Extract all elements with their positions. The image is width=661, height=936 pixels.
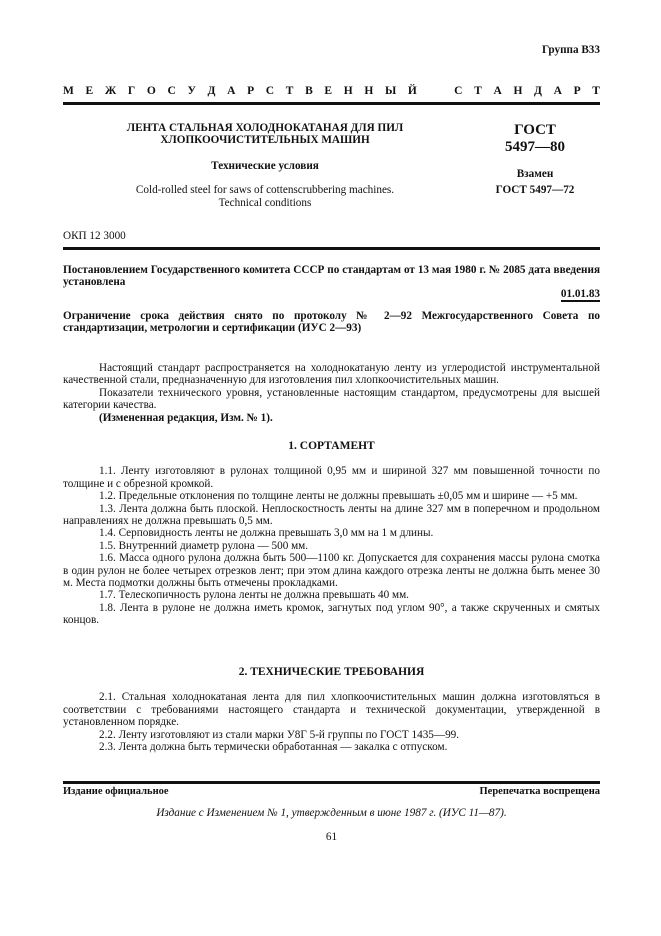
header-letter: Н [364, 85, 374, 97]
header-letter: Т [474, 85, 482, 97]
header-letter: Г [127, 85, 136, 97]
header-letter: Р [247, 85, 255, 97]
intro-paragraph: Настоящий стандарт распространяется на холоднокатаную ленту из углеродистой инструментальной качественной стали, предназначенную для изготовления пил хлопкоочистительных машин. [63, 362, 600, 387]
clause: 1.1. Ленту изготовляют в рулонах толщиной 0,95 мм и шириной 327 мм повышенной точности по толщине и с обрезной кромкой. [63, 465, 600, 490]
title-block [100, 122, 430, 209]
clause: 1.8. Лента в рулоне не должна иметь кромок, загнутых под углом 90°, а также скрученных и смятых концов. [63, 601, 600, 627]
group-code: Группа В33 [541, 44, 600, 56]
replaces-label: Взамен [516, 168, 554, 180]
clause: 2.1. Стальная холоднокатаная лента для пил хлопкоочистительных машин должна изготовляться в соответствии с требованиями настоящего стандарта и технической документации, утвержденной в установленном порядке. [63, 691, 600, 729]
clause: 1.7. Телескопичность рулона ленты не должна превышать 40 мм. [99, 589, 409, 602]
section-heading: 2. ТЕХНИЧЕСКИЕ ТРЕБОВАНИЯ [238, 666, 425, 678]
title-line-2: ХЛОПКООЧИСТИТЕЛЬНЫХ МАШИН [160, 134, 370, 147]
header-letter: В [305, 85, 313, 97]
decree-paragraph: Постановлением Государственного комитета СССР по стандартам от 13 мая 1980 г. № 2085 дата введения установлена [63, 264, 600, 289]
header-letter: Д [534, 85, 542, 97]
gost-block [480, 122, 590, 197]
okp-code: ОКП 12 3000 [63, 230, 126, 242]
english-title-1: Cold-rolled steel for saws of cottenscrubbering machines. [135, 184, 395, 197]
replaces-gost: ГОСТ 5497—72 [495, 184, 575, 197]
subtitle: Технические условия [211, 159, 319, 172]
clause: 1.5. Внутренний диаметр рулона — 500 мм. [99, 539, 309, 552]
header-letter: Т [592, 85, 600, 97]
gost-number: 5497—80 [505, 139, 565, 155]
clause: 1.6. Масса одного рулона должна быть 500—1100 кг. Допускается для сохранения массы рулона смотка в один рулон не более четырех отрезков лент; при этом длина каждого отрезка ленты не должна быть менее 30 м. Места подмотки должны быть отмечены прокладками. [63, 552, 600, 590]
section-2 [63, 666, 600, 753]
title-line-1: ЛЕНТА СТАЛЬНАЯ ХОЛОДНОКАТАНАЯ ДЛЯ ПИЛ [126, 122, 404, 134]
header-letter: А [227, 85, 236, 97]
limitation-text [63, 310, 600, 335]
limitation-paragraph: Ограничение срока действия снято по протоколу № 2—92 Межгосударственного Совета по стандартизации, метрологии и сертификации (ИУС 2—93) [63, 310, 600, 335]
interstate-standard-header [63, 85, 600, 97]
footer-rule [63, 781, 600, 784]
header-letter: Ы [384, 85, 397, 97]
header-letter: Й [407, 85, 417, 97]
clause: 2.2. Ленту изготовляют из стали марки У8Г 5-й группы по ГОСТ 1435—99. [99, 728, 460, 741]
okp-rule [63, 247, 600, 250]
clause: 1.4. Серповидность ленты не должна превышать 3,0 мм на 1 м длины. [99, 527, 434, 540]
header-letter: Е [324, 85, 333, 97]
header-letter: Р [573, 85, 581, 97]
decree-date: 01.01.83 [561, 288, 600, 302]
header-letter: Е [85, 85, 94, 97]
header-letter: С [167, 85, 176, 97]
page-number: 61 [325, 831, 338, 843]
header-letter: С [265, 85, 275, 97]
english-title-2: Technical conditions [218, 196, 312, 209]
decree-text [63, 264, 600, 289]
header-letter: О [146, 85, 156, 97]
header-letter: Н [513, 85, 523, 97]
reprint-prohibited: Перепечатка воспрещена [479, 786, 600, 797]
section-1 [63, 440, 600, 627]
header-letter: У [187, 85, 196, 97]
official-edition: Издание официальное [63, 786, 169, 797]
header-rule [63, 102, 600, 105]
clause: 1.2. Предельные отклонения по толщине ленты не должны превышать ±0,05 мм и ширине — +5 мм. [99, 490, 578, 503]
intro-amendment-note: (Измененная редакция, Изм. № 1). [99, 411, 273, 424]
clause: 2.3. Лента должна быть термически обработанная — закалка с отпуском. [99, 741, 448, 754]
edition-note: Издание с Изменением № 1, утвержденным в июне 1987 г. (ИУС 11—87). [156, 807, 507, 819]
header-letter: С [454, 85, 463, 97]
clause: 1.3. Лента должна быть плоской. Неплоскостность ленты на длине 327 мм в поперечном и продольном направлениях не должна превышать 0,5 мм. [63, 502, 600, 528]
header-letter: Т [285, 85, 294, 97]
intro [63, 362, 600, 424]
intro-paragraph: Показатели технического уровня, установленные настоящим стандартом, предусмотрены для высшей категории качества. [63, 386, 600, 412]
header-letter: Н [343, 85, 353, 97]
header-letter: Ж [104, 85, 117, 97]
header-letter: Д [207, 85, 216, 97]
header-letter: М [63, 85, 74, 97]
header-letter: А [553, 85, 562, 97]
header-letter: А [493, 85, 502, 97]
section-heading: 1. СОРТАМЕНТ [288, 440, 375, 452]
gost-label: ГОСТ [514, 122, 556, 138]
